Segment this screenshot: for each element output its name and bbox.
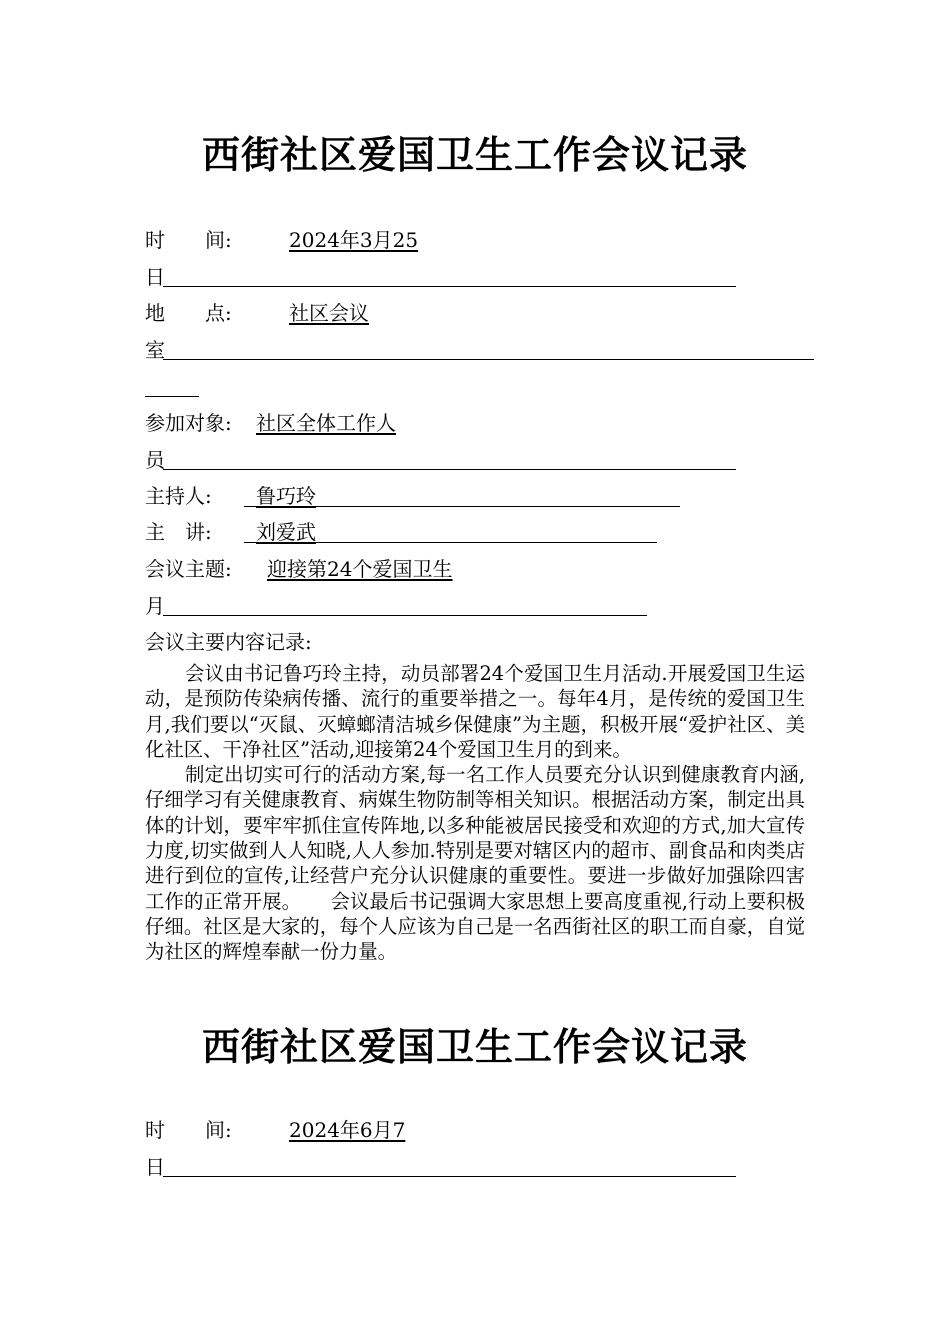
speaker-row	[145, 520, 316, 544]
attendees-value: 社区全体工作人	[256, 411, 396, 435]
host-label: 主持人:	[145, 484, 212, 508]
time-underline	[163, 286, 736, 287]
theme-value: 迎接第24个爱国卫生	[267, 557, 453, 581]
theme-underline	[163, 615, 647, 616]
record-2-title: 西街社区爱国卫生工作会议记录	[201, 1025, 748, 1069]
host-row	[145, 484, 316, 508]
theme-label: 会议主题:	[145, 557, 232, 581]
attendees-underline	[163, 469, 736, 470]
attendees-continuation: 员	[145, 448, 165, 472]
time-value: 2024年3月25	[289, 228, 419, 252]
content-paragraph-2: 制定出切实可行的活动方案,每一名工作人员要充分认识到健康教育内涵,仔细学习有关健康教育、病媒生物防制等相关知识。根据活动方案，制定出具体的计划，要牢牢抓住宣传阵地,以多种能被居民接受和欢迎的方式,加大宣传力度,切实做到人人知晓,人人参加.特别是要对辖区内的超市、副食品和肉类店进行到位的宣传,让经营户充分认识健康的重要性。要进一步做好加强除四害工作的正常开展。 会议最后书记强调大家思想上要高度重视,行动上要积极仔细。社区是大家的，每个人应该为自己是一名西街社区的职工而自豪，自觉为社区的辉煌奉献一份力量。	[145, 763, 805, 964]
speaker-value: 刘爱武	[256, 520, 316, 544]
theme-continuation: 月	[145, 594, 165, 618]
record-1-title: 西街社区爱国卫生工作会议记录	[201, 133, 748, 177]
host-underline	[244, 506, 680, 507]
theme-row	[145, 557, 452, 581]
meeting-content	[145, 661, 805, 965]
time-label-2: 时 间:	[145, 1118, 232, 1142]
place-value: 社区会议	[289, 301, 369, 325]
place-underline	[163, 359, 814, 360]
time-row	[145, 228, 418, 252]
time-row-2	[145, 1118, 405, 1142]
host-value: 鲁巧玲	[256, 484, 316, 508]
content-paragraph-1: 会议由书记鲁巧玲主持，动员部署24个爱国卫生月活动.开展爱国卫生运动，是预防传染病传播、流行的重要举措之一。每年4月，是传统的爱国卫生月,我们要以“灭鼠、灭蟑螂清洁城乡保健康”为主题，积极开展“爱护社区、美化社区、干净社区”活动,迎接第24个爱国卫生月的到来。	[145, 662, 805, 761]
attendees-row	[145, 411, 396, 435]
time-value-2: 2024年6月7	[289, 1118, 406, 1142]
time-continuation-2: 日	[145, 1155, 165, 1179]
place-row	[145, 301, 369, 325]
place-continuation: 室	[145, 338, 165, 362]
content-label: 会议主要内容记录:	[145, 630, 312, 654]
time-underline-2	[163, 1176, 736, 1177]
time-continuation: 日	[145, 265, 165, 289]
speaker-underline	[244, 542, 657, 543]
attendees-label: 参加对象:	[145, 411, 232, 435]
place-underline-2	[145, 396, 199, 397]
time-label: 时 间:	[145, 228, 232, 252]
speaker-label: 主 讲:	[145, 520, 212, 544]
place-label: 地 点:	[145, 301, 232, 325]
